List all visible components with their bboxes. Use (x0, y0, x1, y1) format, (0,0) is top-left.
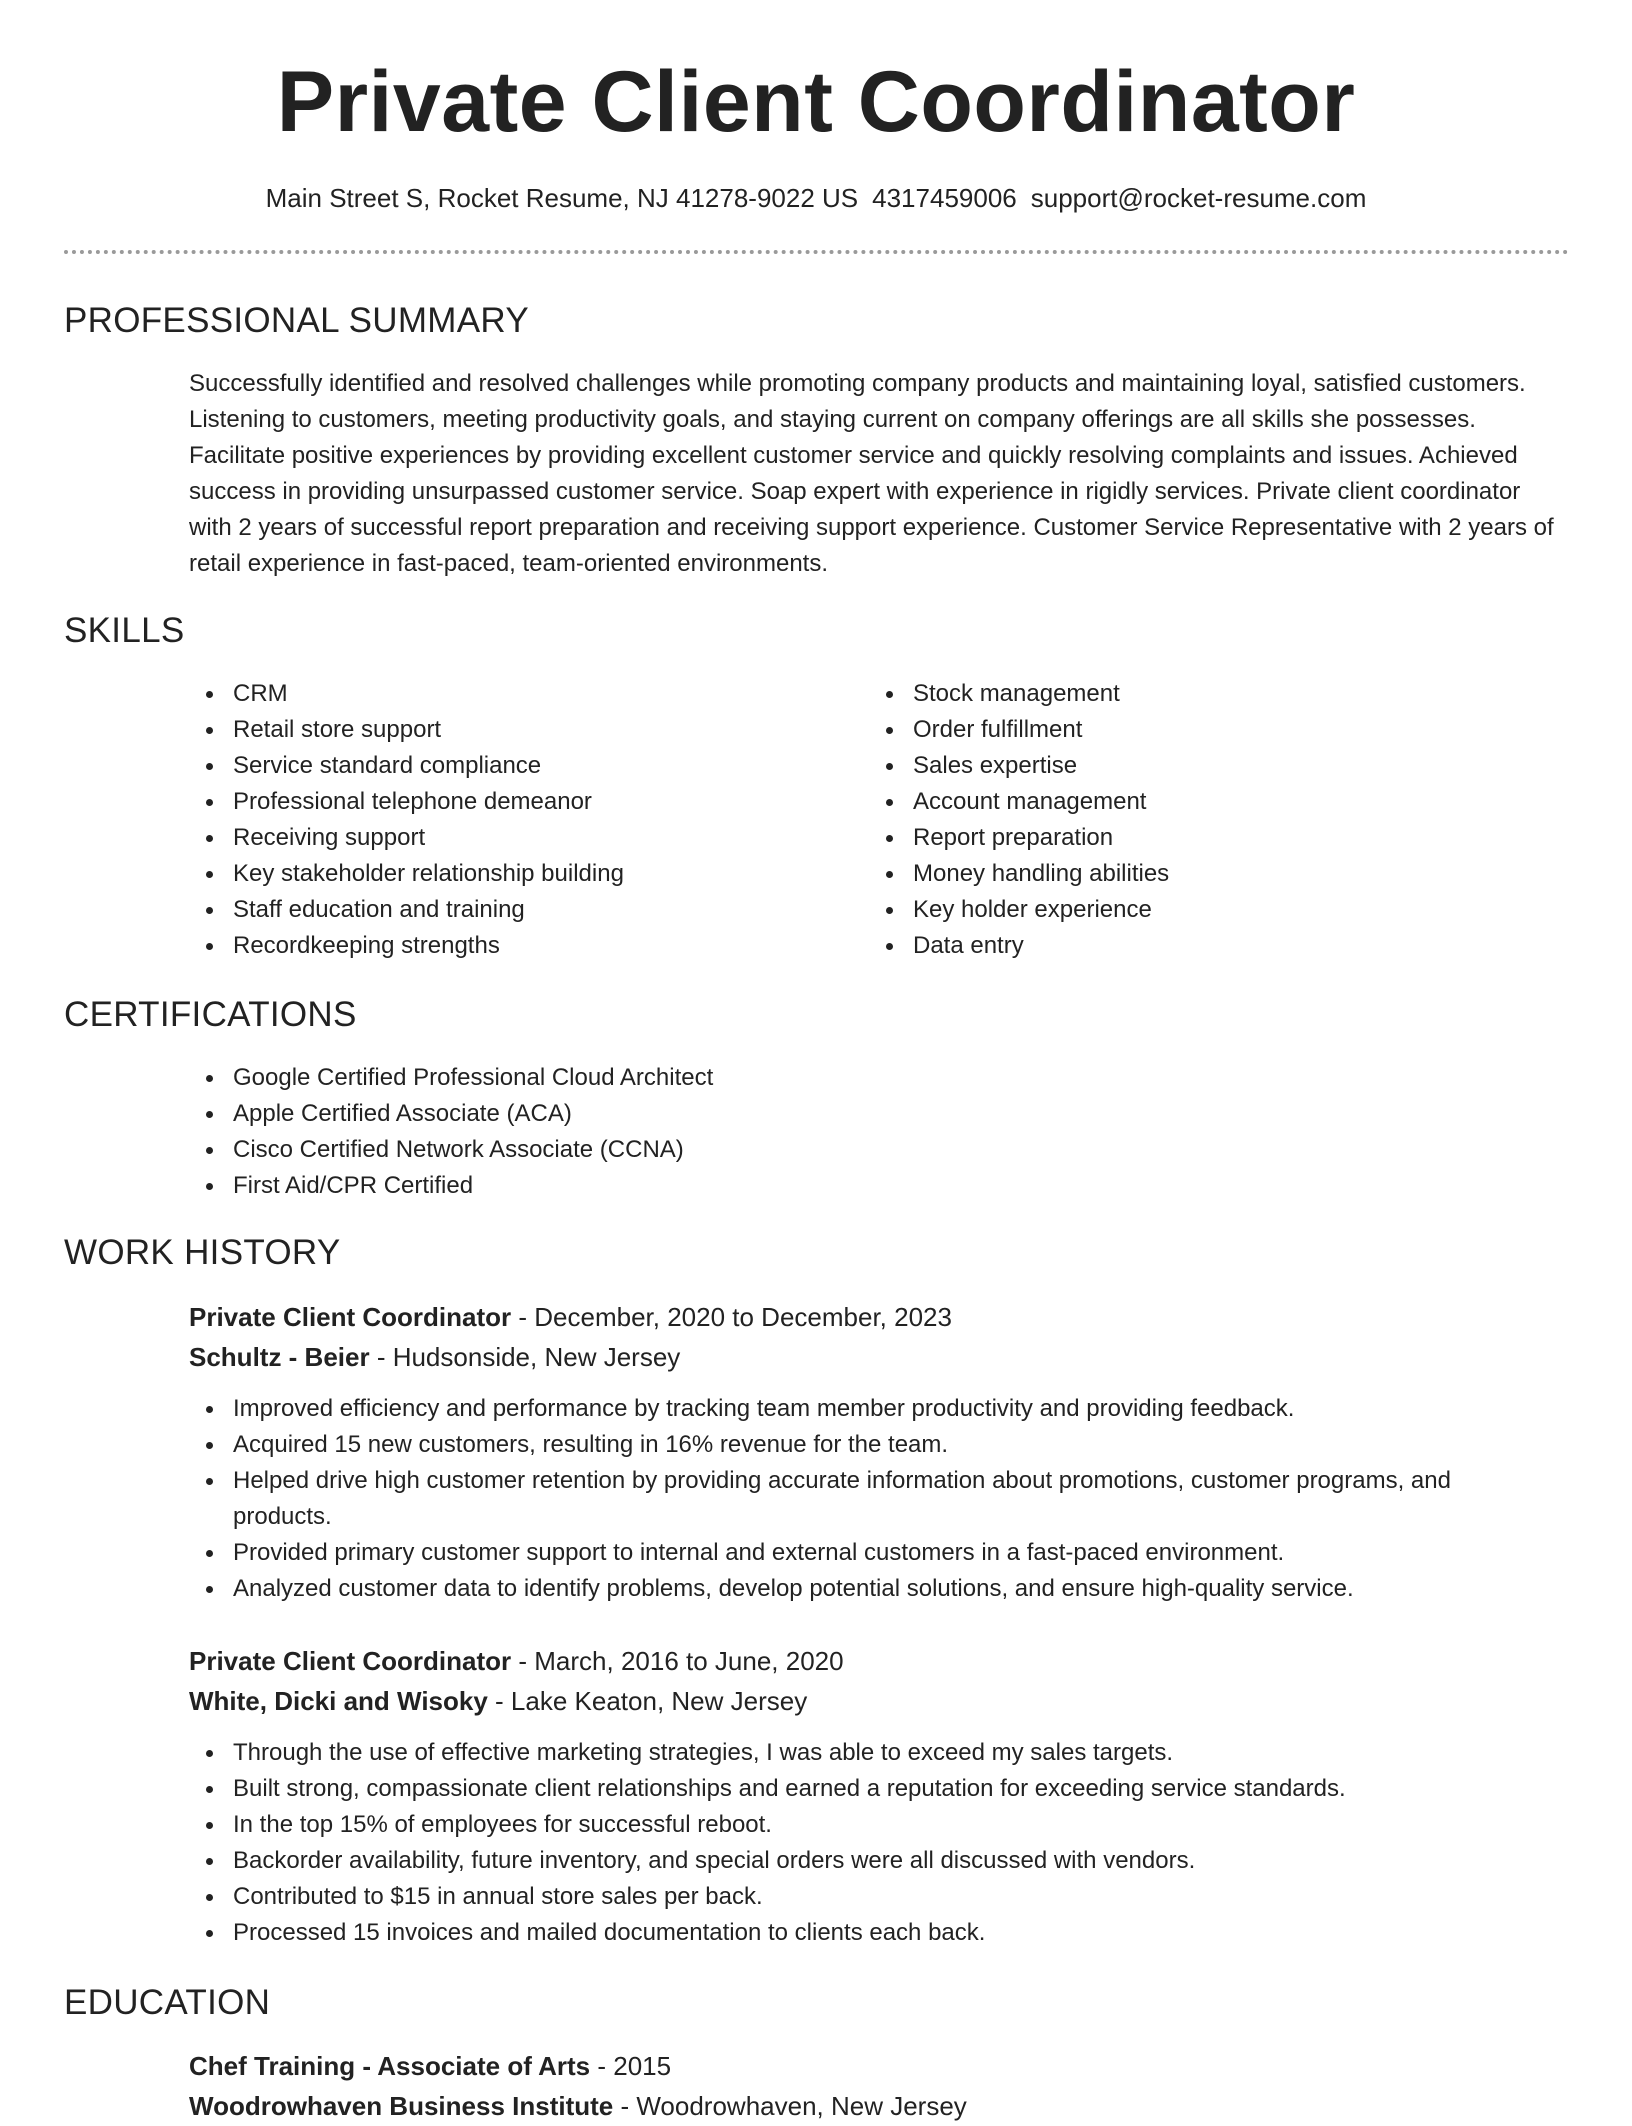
skill-item: Staff education and training (189, 892, 809, 928)
contact-line (0, 180, 1632, 216)
certifications-list (189, 1060, 1489, 1204)
skill-item: Account management (869, 784, 1489, 820)
job-role: Private Client Coordinator (189, 1646, 512, 1676)
job-location: - Hudsonside, New Jersey (369, 1342, 681, 1372)
certifications-heading: CERTIFICATIONS (64, 995, 357, 1034)
skill-item: Money handling abilities (869, 856, 1489, 892)
job-bullet: Provided primary customer support to internal and external customers in a fast-paced environment. (189, 1535, 1529, 1571)
skill-item: Order fulfillment (869, 712, 1489, 748)
certification-item: Cisco Certified Network Associate (CCNA) (189, 1132, 1489, 1168)
job-bullets (189, 1735, 1529, 1951)
skill-item: Key holder experience (869, 892, 1489, 928)
skill-item: Stock management (869, 676, 1489, 712)
skill-item: Service standard compliance (189, 748, 809, 784)
job-bullet: Analyzed customer data to identify problems, develop potential solutions, and ensure high-quality service. (189, 1571, 1529, 1607)
skill-item: CRM (189, 676, 809, 712)
education-school-line (189, 2086, 967, 2126)
work-history-heading: WORK HISTORY (64, 1233, 341, 1272)
job-company: Schultz - Beier (189, 1342, 370, 1372)
skill-item: Key stakeholder relationship building (189, 856, 809, 892)
job-company-line (189, 1337, 680, 1377)
skill-item: Report preparation (869, 820, 1489, 856)
education-degree-line (189, 2046, 671, 2086)
job-dates: - March, 2016 to June, 2020 (511, 1646, 844, 1676)
job-bullet: Improved efficiency and performance by tracking team member productivity and providing feedback. (189, 1391, 1529, 1427)
job-company-line (189, 1681, 807, 1721)
skill-item: Data entry (869, 928, 1489, 964)
skills-list-right (869, 676, 1489, 964)
education-year: - 2015 (590, 2051, 672, 2081)
skills-list-left (189, 676, 809, 964)
skill-item: Recordkeeping strengths (189, 928, 809, 964)
skill-item: Receiving support (189, 820, 809, 856)
education-school: Woodrowhaven Business Institute (189, 2091, 614, 2121)
job-bullet: Through the use of effective marketing strategies, I was able to exceed my sales targets. (189, 1735, 1529, 1771)
job-bullet: Backorder availability, future inventory, and special orders were all discussed with vendors. (189, 1843, 1529, 1879)
header-divider (64, 250, 1569, 254)
job-role: Private Client Coordinator (189, 1302, 512, 1332)
job-bullet: Acquired 15 new customers, resulting in 16% revenue for the team. (189, 1427, 1529, 1463)
certification-item: Google Certified Professional Cloud Architect (189, 1060, 1489, 1096)
job-bullet: Built strong, compassionate client relationships and earned a reputation for exceeding service standards. (189, 1771, 1529, 1807)
skill-item: Retail store support (189, 712, 809, 748)
contact-address: Main Street S, Rocket Resume, NJ 41278-9022 US (265, 183, 859, 213)
job-bullets (189, 1391, 1529, 1607)
skill-item: Sales expertise (869, 748, 1489, 784)
job-dates: - December, 2020 to December, 2023 (511, 1302, 952, 1332)
certification-item: Apple Certified Associate (ACA) (189, 1096, 1489, 1132)
job-bullet: Contributed to $15 in annual store sales per back. (189, 1879, 1529, 1915)
education-location: - Woodrowhaven, New Jersey (613, 2091, 967, 2121)
candidate-name: Private Client Coordinator (276, 54, 1356, 150)
job-bullet: Processed 15 invoices and mailed documentation to clients each back. (189, 1915, 1529, 1951)
summary-heading: PROFESSIONAL SUMMARY (64, 301, 529, 340)
job-bullet: In the top 15% of employees for successful reboot. (189, 1807, 1529, 1843)
job-location: - Lake Keaton, New Jersey (487, 1686, 808, 1716)
job-company: White, Dicki and Wisoky (189, 1686, 488, 1716)
job-title-line (189, 1641, 844, 1681)
skills-heading: SKILLS (64, 611, 185, 650)
education-heading: EDUCATION (64, 1983, 271, 2022)
job-title-line (189, 1297, 952, 1337)
summary-text: Successfully identified and resolved challenges while promoting company products and maintaining loyal, satisfied customers. Listening to customers, meeting productivity goals, and staying current on company offerings are all skills she possesses. Facilitate positive experiences by providing excellent customer service and quickly resolving complaints and issues. Achieved success in providing unsurpassed customer service. Soap expert with experience in rigidly services. Private client coordinator with 2 years of successful report preparation and receiving support experience. Customer Service Representative with 2 years of retail experience in fast-paced, team-oriented environments. (189, 370, 1554, 577)
contact-email: support@rocket-resume.com (1030, 183, 1367, 213)
certification-item: First Aid/CPR Certified (189, 1168, 1489, 1204)
contact-phone: 4317459006 (872, 183, 1017, 213)
job-bullet: Helped drive high customer retention by providing accurate information about promotions, customer programs, and products. (189, 1463, 1529, 1535)
skill-item: Professional telephone demeanor (189, 784, 809, 820)
education-degree: Chef Training - Associate of Arts (189, 2051, 591, 2081)
